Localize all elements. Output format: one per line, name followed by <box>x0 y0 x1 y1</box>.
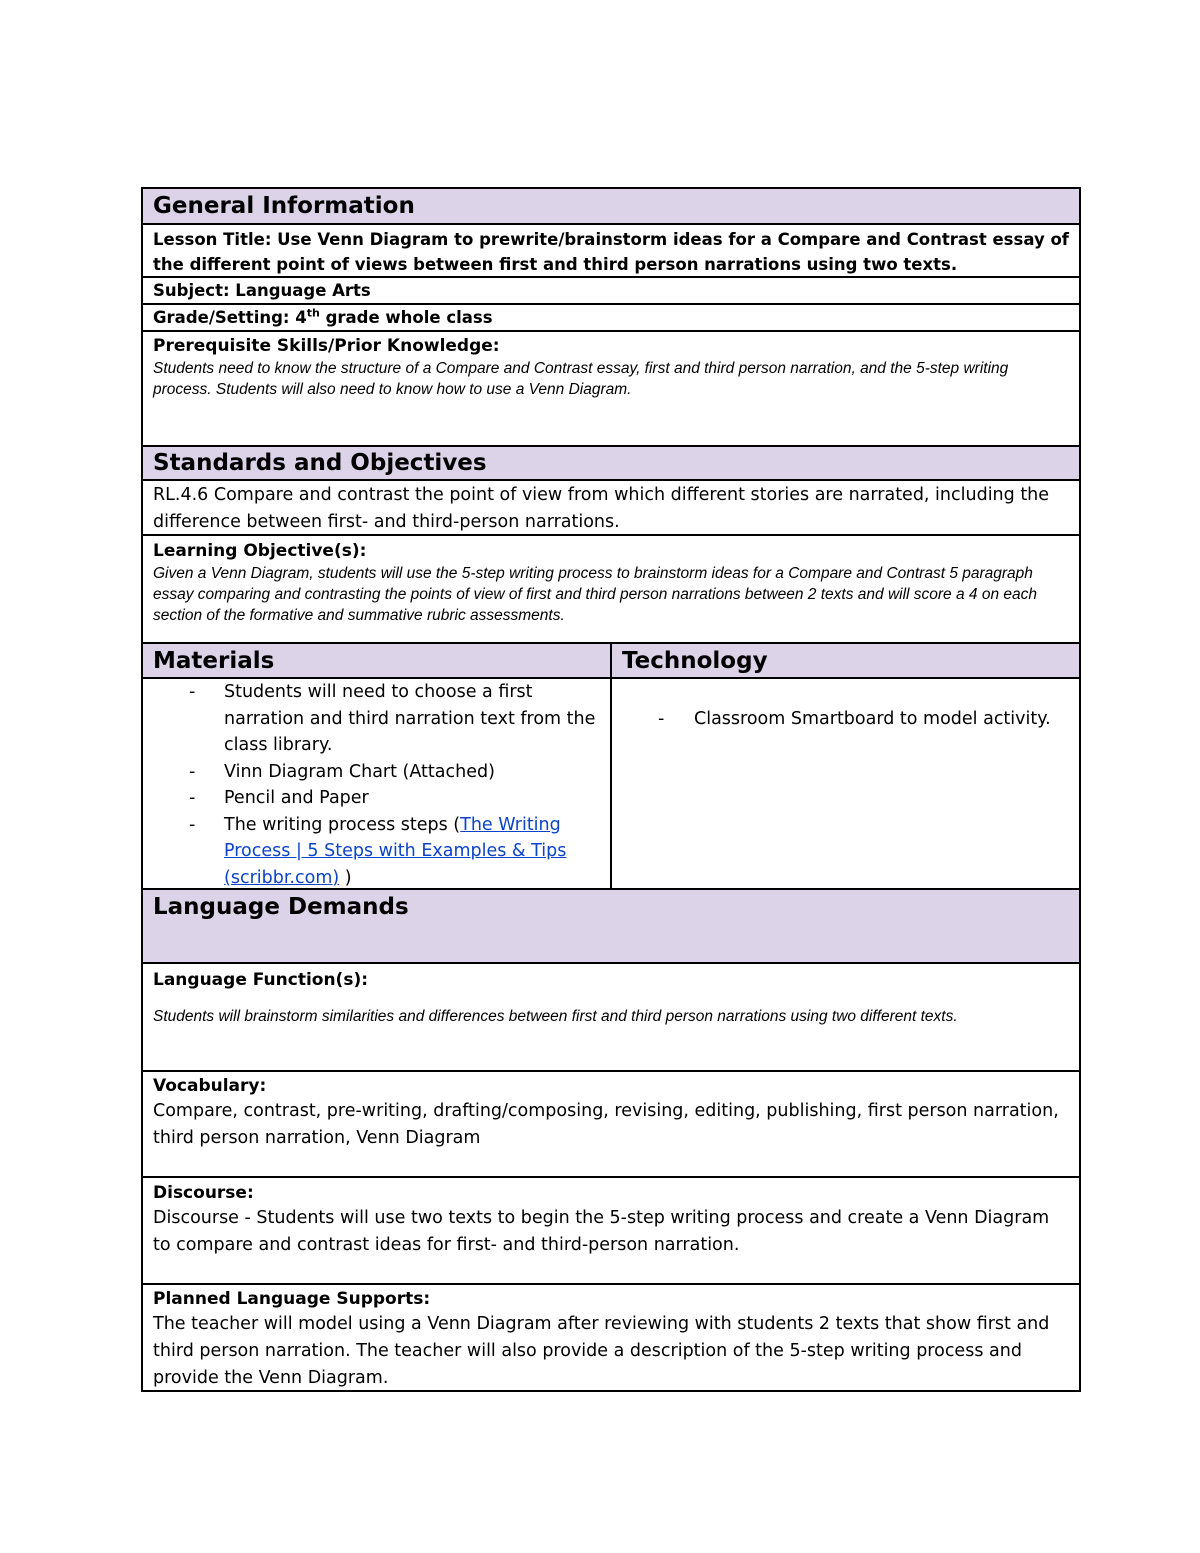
grade-setting: Grade/Setting: 4th grade whole class <box>153 306 493 327</box>
vocabulary-row <box>143 1072 1079 1178</box>
prerequisite-row <box>143 332 1079 447</box>
discourse-label: Discourse: <box>153 1183 254 1203</box>
language-supports-text: The teacher will model using a Venn Diagram after reviewing with students 2 texts that show first and third person narration. The teacher will also provide a description of the 5-step writing process and provide the Venn Diagram. <box>153 1314 1050 1388</box>
language-demands-heading: Language Demands <box>153 894 409 920</box>
lesson-title: Lesson Title: Use Venn Diagram to prewrite/brainstorm ideas for a Compare and Contrast essay of the different point of views between first and third person narrations using two texts. <box>153 230 1069 274</box>
vocabulary-label: Vocabulary: <box>153 1076 267 1096</box>
technology-cell <box>612 679 1079 888</box>
materials-item: - Students will need to choose a first narration and third narration text from the class library. <box>153 679 600 759</box>
lesson-plan-table <box>141 187 1081 1392</box>
subject-row <box>143 278 1079 305</box>
language-supports-label: Planned Language Supports: <box>153 1289 431 1309</box>
subject: Subject: Language Arts <box>153 281 371 300</box>
technology-header-cell <box>612 644 1079 677</box>
materials-heading: Materials <box>153 647 275 674</box>
materials-item: - The writing process steps (The Writing Process | 5 Steps with Examples & Tips (scribbr.com) ) <box>153 812 600 892</box>
language-function-text: Students will brainstorm similarities and differences between first and third person narrations using two different texts. <box>153 1008 958 1025</box>
discourse-row <box>143 1178 1079 1285</box>
language-supports-row <box>143 1285 1079 1390</box>
materials-header-cell <box>143 644 612 677</box>
general-information-heading: General Information <box>153 193 415 219</box>
technology-list <box>622 706 1069 733</box>
language-demands-header <box>143 890 1079 964</box>
technology-heading: Technology <box>622 647 768 674</box>
lesson-title-row <box>143 225 1079 278</box>
language-function-row <box>143 964 1079 1072</box>
standard-text: RL.4.6 Compare and contrast the point of view from which different stories are narrated, including the difference between first- and third-person narrations. <box>153 485 1050 532</box>
materials-technology-row <box>143 679 1079 890</box>
materials-item: - Vinn Diagram Chart (Attached) <box>153 759 600 786</box>
technology-item: - Classroom Smartboard to model activity. <box>622 706 1069 733</box>
learning-objective-row <box>143 536 1079 644</box>
prerequisite-text: Students need to know the structure of a Compare and Contrast essay, first and third person narration, and the 5-step writing process. Students will also need to know how to use a Venn Diagram. <box>153 360 1009 398</box>
standards-header <box>143 447 1079 481</box>
discourse-text: Discourse - Students will use two texts to begin the 5-step writing process and create a Venn Diagram to compare and contrast ideas for first- and third-person narration. <box>153 1208 1050 1255</box>
prerequisite-label: Prerequisite Skills/Prior Knowledge: <box>153 336 500 356</box>
writing-process-link[interactable]: The Writing Process | 5 Steps with Examples & Tips (scribbr.com) <box>224 814 567 888</box>
general-information-header <box>143 189 1079 225</box>
vocabulary-text: Compare, contrast, pre-writing, drafting/composing, revising, editing, publishing, first person narration, third person narration, Venn Diagram <box>153 1101 1059 1148</box>
materials-item: - Pencil and Paper <box>153 785 600 812</box>
standards-heading: Standards and Objectives <box>153 450 487 476</box>
materials-list <box>153 679 600 891</box>
learning-objective-text: Given a Venn Diagram, students will use the 5-step writing process to brainstorm ideas for a Compare and Contrast 5 paragraph essay comparing and contrasting the points of view of first and third person narrations between 2 texts and will score a 4 on each section of the formative and summative rubric assessments. <box>153 565 1037 624</box>
learning-objective-label: Learning Objective(s): <box>153 541 367 561</box>
standard-row <box>143 481 1079 536</box>
grade-row <box>143 305 1079 332</box>
materials-technology-header <box>143 644 1079 679</box>
language-function-label: Language Function(s): <box>153 970 369 990</box>
materials-cell <box>143 679 612 888</box>
